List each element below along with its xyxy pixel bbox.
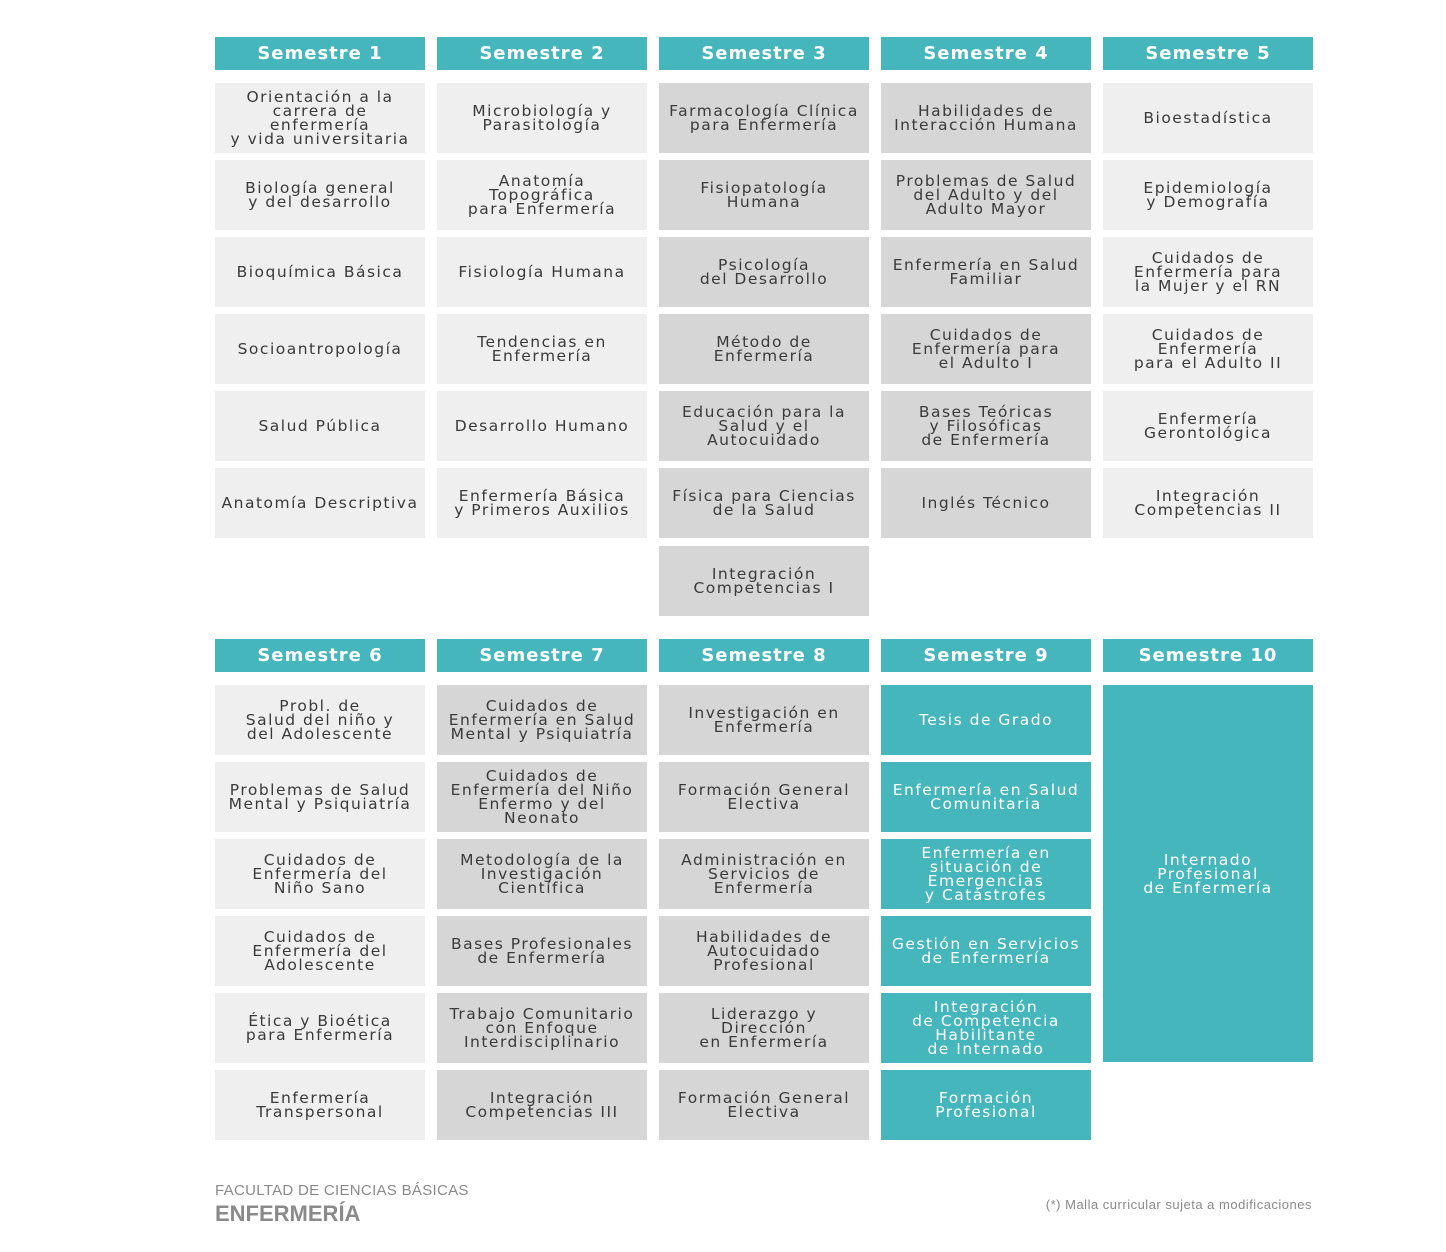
course-cell xyxy=(437,762,647,832)
course-label: Psicología del Desarrollo xyxy=(699,256,829,288)
course-cell xyxy=(881,83,1091,153)
course-cell xyxy=(659,391,869,461)
course-label: Integración de Competencia Habilitante de Internado xyxy=(912,998,1060,1058)
course-cell xyxy=(437,83,647,153)
course-label: Enfermería Básica y Primeros Auxilios xyxy=(454,487,630,519)
semester-5-header: Semestre 5 xyxy=(1103,37,1313,70)
course-cell xyxy=(1103,391,1313,461)
course-label: Cuidados de Enfermería en Salud Mental y Psiquiatría xyxy=(448,697,636,743)
course-cell xyxy=(1103,83,1313,153)
course-cell xyxy=(881,391,1091,461)
course-cell xyxy=(215,468,425,538)
course-cell xyxy=(1103,237,1313,307)
course-cell xyxy=(659,685,869,755)
course-cell xyxy=(437,993,647,1063)
course-cell xyxy=(437,468,647,538)
course-cell xyxy=(215,160,425,230)
course-cell xyxy=(659,160,869,230)
course-cell xyxy=(215,685,425,755)
course-label: Cuidados de Enfermería del Niño Sano xyxy=(252,851,388,897)
course-label: Bases Profesionales de Enfermería xyxy=(451,935,633,967)
semester-4-header: Semestre 4 xyxy=(881,37,1091,70)
course-cell xyxy=(1103,314,1313,384)
course-cell xyxy=(659,916,869,986)
course-label: Biología general y del desarrollo xyxy=(245,179,395,211)
course-label: Método de Enfermería xyxy=(713,333,815,365)
course-cell xyxy=(881,314,1091,384)
course-cell xyxy=(881,237,1091,307)
course-label: Formación General Electiva xyxy=(677,1089,851,1121)
course-label: Problemas de Salud del Adulto y del Adulto Mayor xyxy=(895,172,1077,218)
course-label: Integración Competencias II xyxy=(1134,487,1282,519)
course-label: Salud Pública xyxy=(258,417,382,435)
program-title: ENFERMERÍA xyxy=(215,1201,361,1226)
course-cell xyxy=(215,916,425,986)
course-label: Física para Ciencias de la Salud xyxy=(672,487,856,519)
course-cell xyxy=(881,762,1091,832)
semester-2-header: Semestre 2 xyxy=(437,37,647,70)
semester-9-header: Semestre 9 xyxy=(881,639,1091,672)
course-label: Formación General Electiva xyxy=(677,781,851,813)
course-label: Anatomía Descriptiva xyxy=(221,494,419,512)
course-cell xyxy=(215,237,425,307)
semester-1-header: Semestre 1 xyxy=(215,37,425,70)
course-label: Liderazgo y Dirección en Enfermería xyxy=(699,1005,829,1051)
course-label: Trabajo Comunitario con Enfoque Interdisciplinario xyxy=(449,1005,635,1051)
course-label: Bases Teóricas y Filosóficas de Enfermería xyxy=(918,403,1054,449)
course-cell xyxy=(659,314,869,384)
course-cell xyxy=(437,685,647,755)
course-label: Socioantropología xyxy=(237,340,403,358)
course-label: Inglés Técnico xyxy=(921,494,1051,512)
course-cell xyxy=(881,468,1091,538)
course-cell xyxy=(215,83,425,153)
course-cell xyxy=(881,916,1091,986)
faculty-label: FACULTAD DE CIENCIAS BÁSICAS xyxy=(215,1182,469,1199)
course-label: Habilidades de Interacción Humana xyxy=(894,102,1078,134)
course-label: Ética y Bioética para Enfermería xyxy=(245,1012,395,1044)
course-cell xyxy=(659,762,869,832)
course-label: Administración en Servicios de Enfermería xyxy=(681,851,847,897)
course-label: Cuidados de Enfermería para la Mujer y el RN xyxy=(1133,249,1283,295)
course-label: Cuidados de Enfermería del Adolescente xyxy=(252,928,388,974)
course-cell xyxy=(659,83,869,153)
semester-7-header: Semestre 7 xyxy=(437,639,647,672)
course-label: Investigación en Enfermería xyxy=(688,704,840,736)
course-label: Orientación a la carrera de enfermería y vida universitaria xyxy=(230,88,410,148)
course-cell xyxy=(881,993,1091,1063)
semester-6-header: Semestre 6 xyxy=(215,639,425,672)
course-cell xyxy=(1103,468,1313,538)
course-cell xyxy=(215,314,425,384)
course-cell xyxy=(437,160,647,230)
course-label: Desarrollo Humano xyxy=(454,417,630,435)
course-cell xyxy=(659,237,869,307)
course-label: Habilidades de Autocuidado Profesional xyxy=(695,928,832,974)
course-label: Integración Competencias I xyxy=(693,565,835,597)
course-cell xyxy=(215,1070,425,1140)
course-label: Problemas de Salud Mental y Psiquiatría xyxy=(228,781,412,813)
course-label: Tendencias en Enfermería xyxy=(477,333,607,365)
course-cell xyxy=(659,993,869,1063)
course-label: Tesis de Grado xyxy=(918,711,1054,729)
course-cell xyxy=(881,160,1091,230)
semester-8-header: Semestre 8 xyxy=(659,639,869,672)
course-cell xyxy=(437,839,647,909)
course-label: Cuidados de Enfermería del Niño Enfermo y del Neonato xyxy=(450,767,634,827)
course-label: Fisiología Humana xyxy=(458,263,626,281)
course-label: Epidemiología y Demografía xyxy=(1143,179,1273,211)
course-label: Metodología de la Investigación Científica xyxy=(460,851,624,897)
course-label: Anatomía Topográfica para Enfermería xyxy=(467,172,617,218)
course-cell xyxy=(215,762,425,832)
course-label: Enfermería en Salud Familiar xyxy=(892,256,1080,288)
course-cell xyxy=(881,839,1091,909)
course-cell xyxy=(881,1070,1091,1140)
course-label: Bioestadística xyxy=(1143,109,1273,127)
course-label: Internado Profesional de Enfermería xyxy=(1143,850,1273,897)
course-label: Integración Competencias III xyxy=(465,1089,619,1121)
course-cell xyxy=(437,391,647,461)
course-label: Bioquímica Básica xyxy=(236,263,404,281)
course-label: Enfermería Gerontológica xyxy=(1144,410,1272,442)
course-label: Cuidados de Enfermería para el Adulto I xyxy=(911,326,1061,372)
course-label: Cuidados de Enfermería para el Adulto II xyxy=(1133,326,1283,372)
course-cell xyxy=(215,839,425,909)
course-label: Enfermería en Salud Comunitaria xyxy=(892,781,1080,813)
disclaimer-note: (*) Malla curricular sujeta a modificaciones xyxy=(1045,1197,1312,1212)
course-label: Microbiología y Parasitología xyxy=(472,102,612,134)
course-label: Farmacología Clínica para Enfermería xyxy=(669,102,859,134)
course-cell xyxy=(881,685,1091,755)
course-cell xyxy=(215,391,425,461)
course-label: Fisiopatología Humana xyxy=(700,179,828,211)
course-cell xyxy=(659,1070,869,1140)
course-cell xyxy=(659,546,869,616)
course-label: Gestión en Servicios de Enfermería xyxy=(891,935,1081,967)
course-cell xyxy=(1103,160,1313,230)
course-cell xyxy=(659,839,869,909)
semester-10-header: Semestre 10 xyxy=(1103,639,1313,672)
course-label: Enfermería Transpersonal xyxy=(256,1089,384,1121)
course-cell xyxy=(659,468,869,538)
course-label: Formación Profesional xyxy=(935,1089,1037,1121)
semester-3-header: Semestre 3 xyxy=(659,37,869,70)
course-cell xyxy=(437,916,647,986)
course-label: Enfermería en situación de Emergencias y Catástrofes xyxy=(921,844,1051,904)
course-cell xyxy=(437,1070,647,1140)
course-cell xyxy=(437,314,647,384)
course-cell xyxy=(437,237,647,307)
course-label: Educación para la Salud y el Autocuidado xyxy=(682,403,846,449)
course-cell xyxy=(1103,685,1313,1062)
course-label: Probl. de Salud del niño y del Adolescente xyxy=(245,697,395,743)
course-cell xyxy=(215,993,425,1063)
